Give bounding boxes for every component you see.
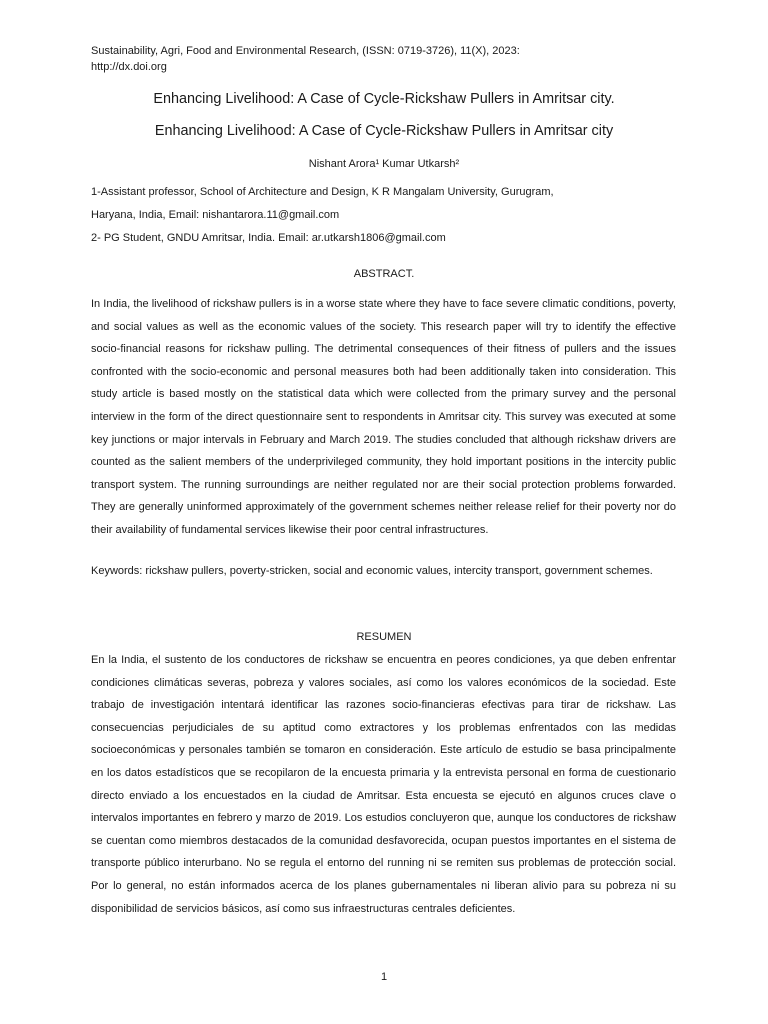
affiliation-2: 2- PG Student, GNDU Amritsar, India. Email: ar.utkarsh1806@gmail.com bbox=[91, 232, 446, 244]
author-list: Nishant Arora¹ Kumar Utkarsh² bbox=[308, 158, 460, 170]
affiliation-1-line-2: Haryana, India, Email: nishantarora.11@gmail.com bbox=[91, 209, 340, 221]
abstract-text: In India, the livelihood of rickshaw pullers is in a worse state where they have to face severe climatic conditions, poverty, and social values as well as the economic values of the society. This research paper will try to identify the effective socio-financial reasons for rickshaw pulling. The detrimental consequences of their fitness of pullers and the issues confronted with the socio-economic and personal measures both had been additionally taken into consideration. This study article is based mostly on the statistical data which were collected from the primary survey and the personal interview in the form of the direct questionnaire sent to respondents in Amritsar city. This survey was executed at some key junctions or major intervals in February and March 2019. The studies concluded that although rickshaw drivers are counted as the salient members of the underprivileged community, they hold important positions in the intercity public transport system. The running surroundings are neither regulated nor are their social protection problems forwarded. They are generally uninformed approximately of the government schemes neither release relief for their poverty nor do their availability of fundamental services likewise their poor central infrastructures. bbox=[91, 298, 676, 536]
journal-header bbox=[91, 43, 691, 75]
resumen-text: En la India, el sustento de los conductores de rickshaw se encuentra en peores condiciones, ya que deben enfrentar condiciones climáticas severas, pobreza y valores sociales, así como los valores económicos de la sociedad. Este trabajo de investigación intentará identificar las razones socio-financieras efectivas para tirar de rickshaw. Las consecuencias perjudiciales de su aptitud como extractores y los problemas enfrentados con las medidas socioeconómicas y personales también se tomaron en consideración. Este artículo de estudio se basa principalmente en los datos estadísticos que se recopilaron de la encuesta primaria y la entrevista personal en forma de cuestionario directo enviado a los encuestados en la ciudad de Amritsar. Esta encuesta se ejecutó en algunos cruces clave o intervalos importantes en febrero y marzo de 2019. Los estudios concluyeron que, aunque los conductores de rickshaw se cuentan como miembros destacados de la comunidad desfavorecida, ocupan puestos importantes en el sistema de transporte público interurbano. No se regula el entorno del running ni se remiten sus problemas de protección social. Por lo general, no están informados acerca de los planes gubernamentales ni liberan alivio para su pobreza ni su disponibilidad de servicios básicos, así como sus infraestructuras centrales deficientes. bbox=[91, 654, 676, 915]
journal-citation: Sustainability, Agri, Food and Environmental Research, (ISSN: 0719-3726), 11(X), 2023: bbox=[91, 45, 520, 57]
doi-link[interactable]: http://dx.doi.org bbox=[91, 61, 167, 73]
paper-title: Enhancing Livelihood: A Case of Cycle-Rickshaw Pullers in Amritsar city. bbox=[153, 91, 615, 107]
page-number: 1 bbox=[380, 971, 388, 983]
abstract-heading: ABSTRACT. bbox=[353, 268, 415, 280]
affiliation-1-line-1: 1-Assistant professor, School of Architecture and Design, K R Mangalam University, Gurugram, bbox=[91, 186, 554, 198]
resumen-heading: RESUMEN bbox=[356, 631, 412, 643]
keywords: Keywords: rickshaw pullers, poverty-stricken, social and economic values, intercity transport, government schemes. bbox=[91, 565, 653, 577]
paper-title-repeat: Enhancing Livelihood: A Case of Cycle-Rickshaw Pullers in Amritsar city bbox=[154, 123, 614, 139]
